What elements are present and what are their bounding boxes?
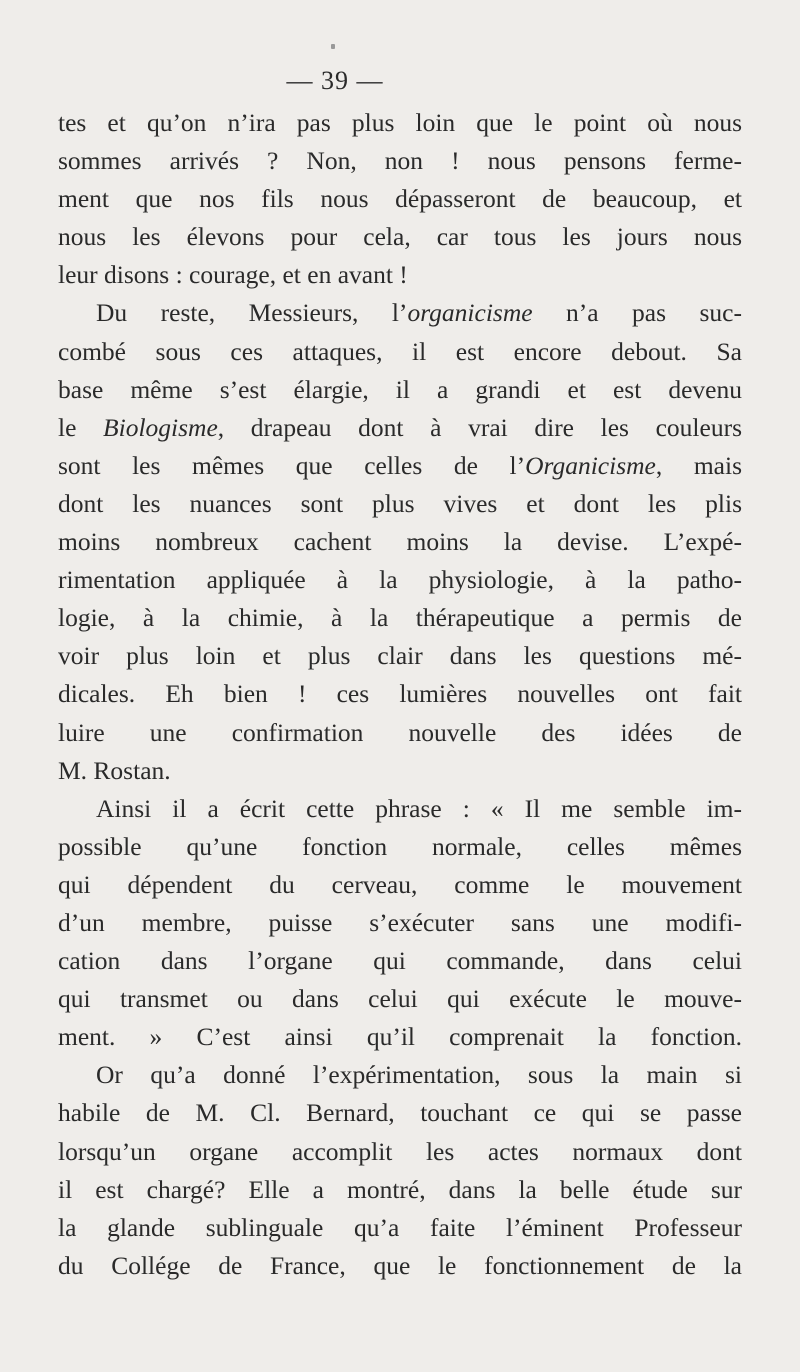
text-line: luire une confirmation nouvelle des idées de [58,717,742,747]
text-line: la glande sublinguale qu’a faite l’éminent Professeur [58,1212,742,1242]
text-line: il est chargé? Elle a montré, dans la belle étude sur [58,1174,742,1204]
text-line: du Collége de France, que le fonctionnement de la [58,1250,742,1280]
text-line [58,447,742,485]
text-line: voir plus loin et plus clair dans les questions mé- [58,641,742,671]
text-run: Du reste, Messieurs, l’ [96,298,408,328]
text-run: , mais [655,450,742,480]
text-run: le [58,412,104,442]
text-line: logie, à la chimie, à la thérapeutique a permis de [58,603,742,633]
text-line: ment que nos fils nous dépasseront de beaucoup, et [58,184,742,214]
text-line: rimentation appliquée à la physiologie, à la patho- [58,565,742,595]
text-line: moins nombreux cachent moins la devise. L’expé- [58,527,742,557]
text-line: dicales. Eh bien ! ces lumières nouvelles ont fait [58,679,742,709]
text-line: tes et qu’on n’ira pas plus loin que le point où nous [58,108,742,137]
body-text [58,104,742,1285]
text-run: n’a pas suc- [532,298,742,328]
text-line: lorsqu’un organe accomplit les actes normaux dont [58,1136,742,1166]
text-line: sommes arrivés ? Non, non ! nous pensons ferme- [58,146,742,176]
printing-mark [331,44,335,49]
text-line: base même s’est élargie, il a grandi et est devenu [58,374,742,404]
text-line: d’un membre, puisse s’exécuter sans une modifi- [58,907,742,937]
italic-term: Organicisme [525,450,656,480]
text-line [58,294,742,332]
text-line: cation dans l’organe qui commande, dans celui [58,946,742,976]
page-number: — 39 — [286,66,384,95]
text-line: nous les élevons pour cela, car tous les jours nous [58,222,742,252]
text-line: qui transmet ou dans celui qui exécute le mouve- [58,984,742,1014]
text-line: Ainsi il a écrit cette phrase : « Il me semble im- [96,793,742,823]
text-run: , drapeau dont à vrai dire les couleurs [217,412,742,442]
text-line: M. Rostan. [58,755,171,785]
text-line: qui dépendent du cerveau, comme le mouvement [58,869,742,899]
text-line: Or qu’a donné l’expérimentation, sous la main si [96,1060,742,1090]
text-line: possible qu’une fonction normale, celles mêmes [58,831,742,861]
text-line: leur disons : courage, et en avant ! [58,260,408,290]
text-line: dont les nuances sont plus vives et dont les plis [58,488,742,518]
text-line: habile de M. Cl. Bernard, touchant ce qui se passe [58,1098,742,1128]
text-line [58,409,742,447]
text-line: combé sous ces attaques, il est encore debout. Sa [58,336,742,366]
italic-term: organicisme [407,298,533,328]
text-run: sont les mêmes que celles de l’ [58,450,526,480]
text-line: ment. » C’est ainsi qu’il comprenait la fonction. [58,1022,742,1052]
italic-term: Biologisme [103,412,218,442]
